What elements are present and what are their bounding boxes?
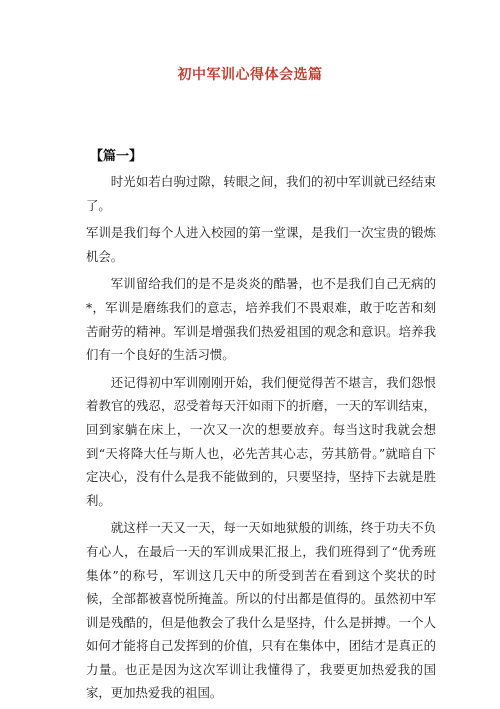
paragraph: 军训是我们每个人进入校园的第一堂课，是我们一次宝贵的锻炼机会。 bbox=[86, 225, 436, 264]
document-title: 初中军训心得体会选篇 bbox=[177, 67, 323, 83]
paragraph: 还记得初中军训刚刚开始，我们便觉得苦不堪言，我们怨恨着教官的残忍，忍受着每天汗如雨下的折磨，一天的军训结束，回到家躺在床上，一次又一次的想要放弃。每当这时我就会想到“天将降大任与斯人也，必先苦其心志，劳其筋骨。”就暗自下定决心，没有什么是我不能做到的，只要坚持，坚持下去就是胜利。 bbox=[86, 374, 436, 508]
section-heading: 【篇一】 bbox=[90, 149, 143, 164]
paragraph: 时光如若白驹过隙，转眼之间，我们的初中军训就已经结束了。 bbox=[86, 174, 436, 213]
paragraph: 军训留给我们的是不是炎炎的酷暑，也不是我们自己无病的*，军训是磨练我们的意志，培养我们不畏艰难，敢于吃苦和刻苦耐劳的精神。军训是增强我们热爱祖国的观念和意识。培养我们有一个良好的生活习惯。 bbox=[86, 276, 436, 363]
document-body bbox=[86, 170, 436, 709]
paragraph: 就这样一天又一天，每一天如地狱般的训练，终于功夫不负有心人，在最后一天的军训成果汇报上，我们班得到了“优秀班集体”的称号，军训这几天中的所受到苦在看到这个奖状的时候，全部都被喜悦所掩盖。所以的付出都是值得的。虽然初中军训是残酷的，但是他教会了我什么是坚持，什么是拼搏。一个人如何才能将自己发挥到的价值，只有在集体中，团结才是真正的力量。也正是因为这次军训让我懂得了，我要更加热爱我的国家，更加热爱我的祖国。 bbox=[86, 520, 436, 701]
